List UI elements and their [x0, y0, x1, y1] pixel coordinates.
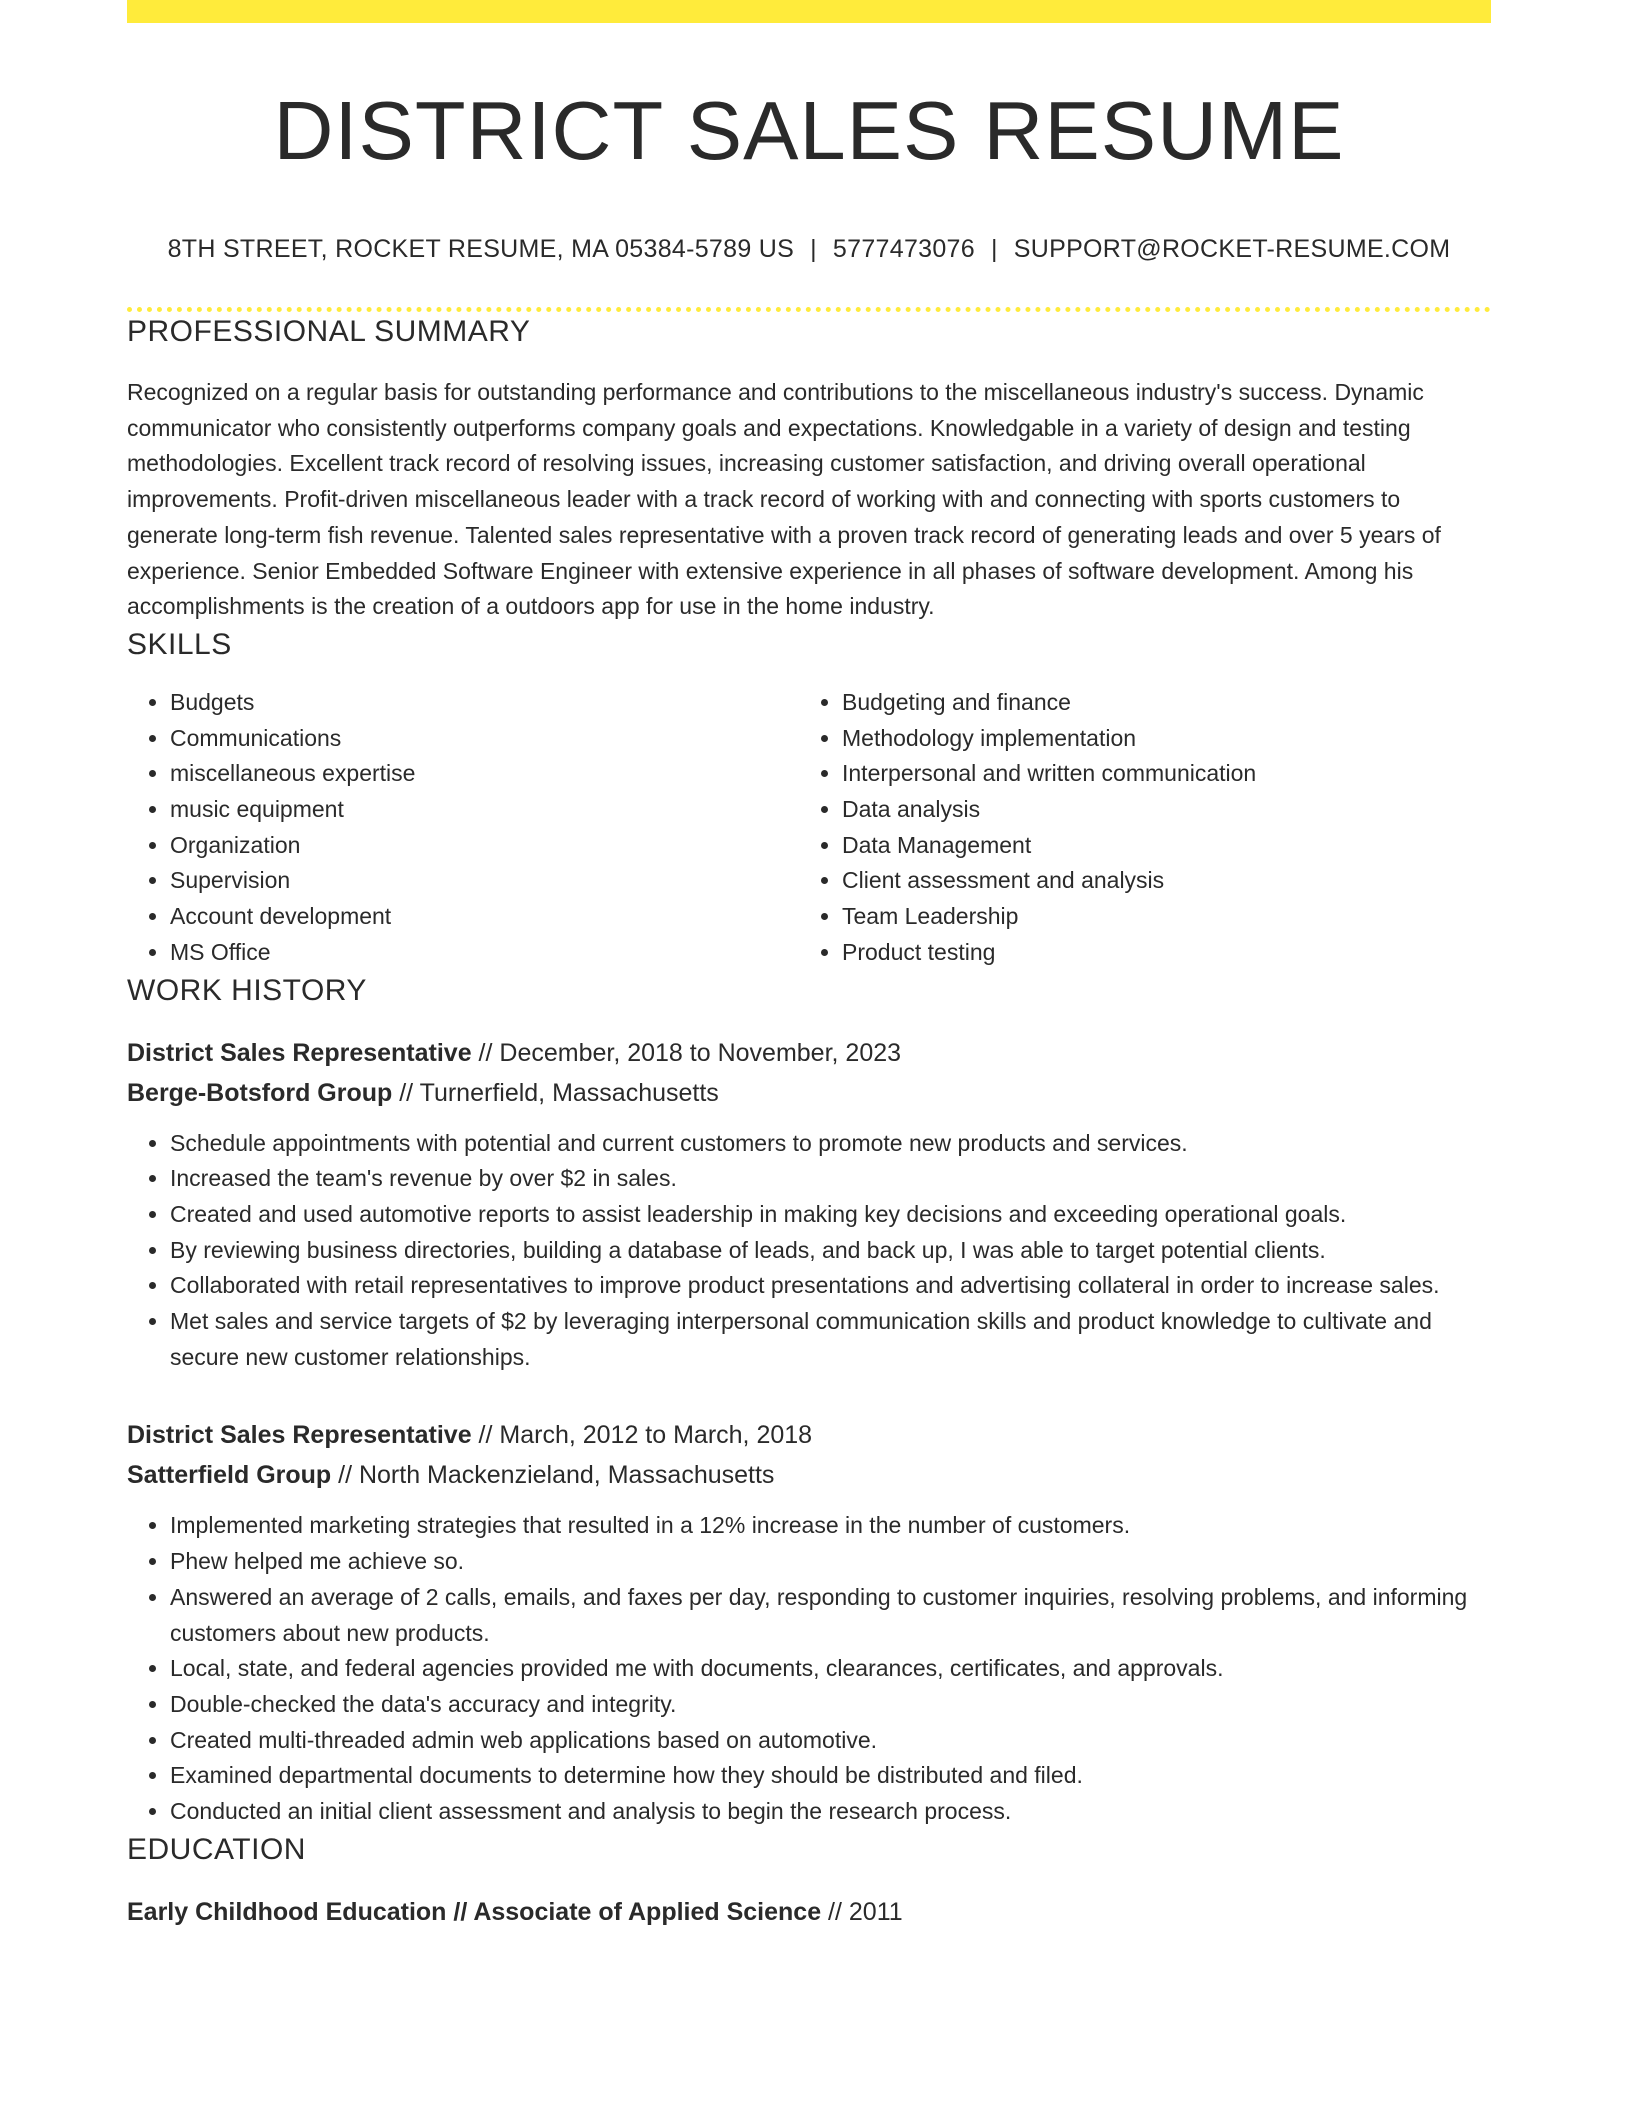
contact-email: SUPPORT@ROCKET-RESUME.COM — [1013, 235, 1451, 263]
skill-item: • Organization — [170, 828, 799, 864]
contact-address: 8TH STREET, ROCKET RESUME, MA 05384-5789 US — [167, 235, 795, 263]
job-dates: // December, 2018 to November, 2023 — [471, 1038, 902, 1067]
job-bullet: • Created multi-threaded admin web applications based on automotive. — [170, 1723, 1491, 1759]
skill-item: • Data Management — [842, 828, 1471, 864]
skill-item: • Client assessment and analysis — [842, 863, 1471, 899]
job-role: District Sales Representative — [127, 1421, 472, 1450]
skill-item: • Account development — [170, 899, 799, 935]
skill-item: • Budgets — [170, 685, 799, 721]
job-entry — [127, 1415, 1491, 1829]
accent-top-bar — [127, 0, 1491, 23]
job-title-line — [127, 1415, 1491, 1455]
skill-item: • Team Leadership — [842, 899, 1471, 935]
contact-separator: | — [810, 235, 817, 263]
skill-item: • Data analysis — [842, 792, 1471, 828]
resume-content — [127, 23, 1491, 1932]
resume-title: DISTRICT SALES RESUME — [273, 84, 1345, 177]
work-history-heading: WORK HISTORY — [127, 973, 367, 1007]
skill-item: • Interpersonal and written communication — [842, 756, 1471, 792]
skill-item: • Supervision — [170, 863, 799, 899]
job-role: District Sales Representative — [127, 1038, 472, 1067]
education-year: // 2011 — [821, 1897, 903, 1926]
job-bullet: • Created and used automotive reports to assist leadership in making key decisions and exceeding operational goals. — [170, 1197, 1491, 1233]
contact-phone: 5777473076 — [832, 235, 975, 263]
skill-item: • miscellaneous expertise — [170, 756, 799, 792]
education-entry — [127, 1892, 1491, 1932]
job-bullet: • Increased the team's revenue by over $2 in sales. — [170, 1161, 1491, 1197]
job-bullets — [127, 1508, 1491, 1829]
summary-text: Recognized on a regular basis for outstanding performance and contributions to the miscellaneous industry's success. Dynamic communicator who consistently outperforms company goals and expectations. Knowledgable in a variety of design and testing methodologies. Excellent track record of resolving issues, increasing customer satisfaction, and driving overall operational improvements. Profit-driven miscellaneous leader with a track record of working with and connecting with sports customers to generate long-term fish revenue. Talented sales representative with a proven track record of generating leads and over 5 years of experience. Senior Embedded Software Engineer with extensive experience in all phases of software development. Among his accomplishments is the creation of a outdoors app for use in the home industry. — [127, 379, 1441, 620]
job-bullet: • Examined departmental documents to determine how they should be distributed and filed. — [170, 1758, 1491, 1794]
skill-item: • Budgeting and finance — [842, 685, 1471, 721]
job-bullet: • Collaborated with retail representatives to improve product presentations and advertising collateral in order to increase sales. — [170, 1268, 1491, 1304]
skill-item: • Communications — [170, 721, 799, 757]
skill-item: • Methodology implementation — [842, 721, 1471, 757]
education-degree: Early Childhood Education // Associate of Applied Science — [127, 1897, 822, 1926]
skill-item: • MS Office — [170, 935, 799, 971]
job-bullet: • Implemented marketing strategies that resulted in a 12% increase in the number of customers. — [170, 1508, 1491, 1544]
job-company-line — [127, 1073, 1491, 1113]
job-bullets — [127, 1126, 1491, 1376]
job-bullet: • Met sales and service targets of $2 by leveraging interpersonal communication skills and product knowledge to cultivate and secure new customer relationships. — [170, 1304, 1491, 1375]
skill-item: • Product testing — [842, 935, 1471, 971]
contact-separator: | — [990, 235, 998, 263]
job-company: Satterfield Group — [127, 1461, 332, 1490]
contact-line — [127, 233, 1491, 265]
education-heading: EDUCATION — [127, 1832, 306, 1866]
job-bullet: • Double-checked the data's accuracy and integrity. — [170, 1687, 1491, 1723]
skills-heading: SKILLS — [127, 627, 232, 661]
job-bullet: • Local, state, and federal agencies provided me with documents, clearances, certificates, and approvals. — [170, 1651, 1491, 1687]
skill-item: • music equipment — [170, 792, 799, 828]
job-bullet: • Schedule appointments with potential and current customers to promote new products and services. — [170, 1126, 1491, 1162]
job-title-line — [127, 1033, 1491, 1073]
job-bullet: • By reviewing business directories, building a database of leads, and back up, I was able to target potential clients. — [170, 1233, 1491, 1269]
skills-column-right — [799, 685, 1471, 971]
summary-heading: PROFESSIONAL SUMMARY — [127, 315, 531, 348]
job-company-line — [127, 1455, 1491, 1495]
skills-column-left — [127, 685, 799, 971]
job-dates: // March, 2012 to March, 2018 — [471, 1421, 813, 1450]
job-entry — [127, 1033, 1491, 1376]
job-bullet: • Phew helped me achieve so. — [170, 1544, 1491, 1580]
job-company: Berge-Botsford Group — [127, 1078, 393, 1107]
job-bullet: • Conducted an initial client assessment and analysis to begin the research process. — [170, 1794, 1491, 1830]
job-location: // Turnerfield, Massachusetts — [392, 1078, 719, 1107]
skills-list — [127, 685, 1491, 971]
job-location: // North Mackenzieland, Massachusetts — [331, 1461, 775, 1490]
job-bullet: • Answered an average of 2 calls, emails, and faxes per day, responding to customer inquiries, resolving problems, and informing customers about new products. — [170, 1580, 1491, 1651]
